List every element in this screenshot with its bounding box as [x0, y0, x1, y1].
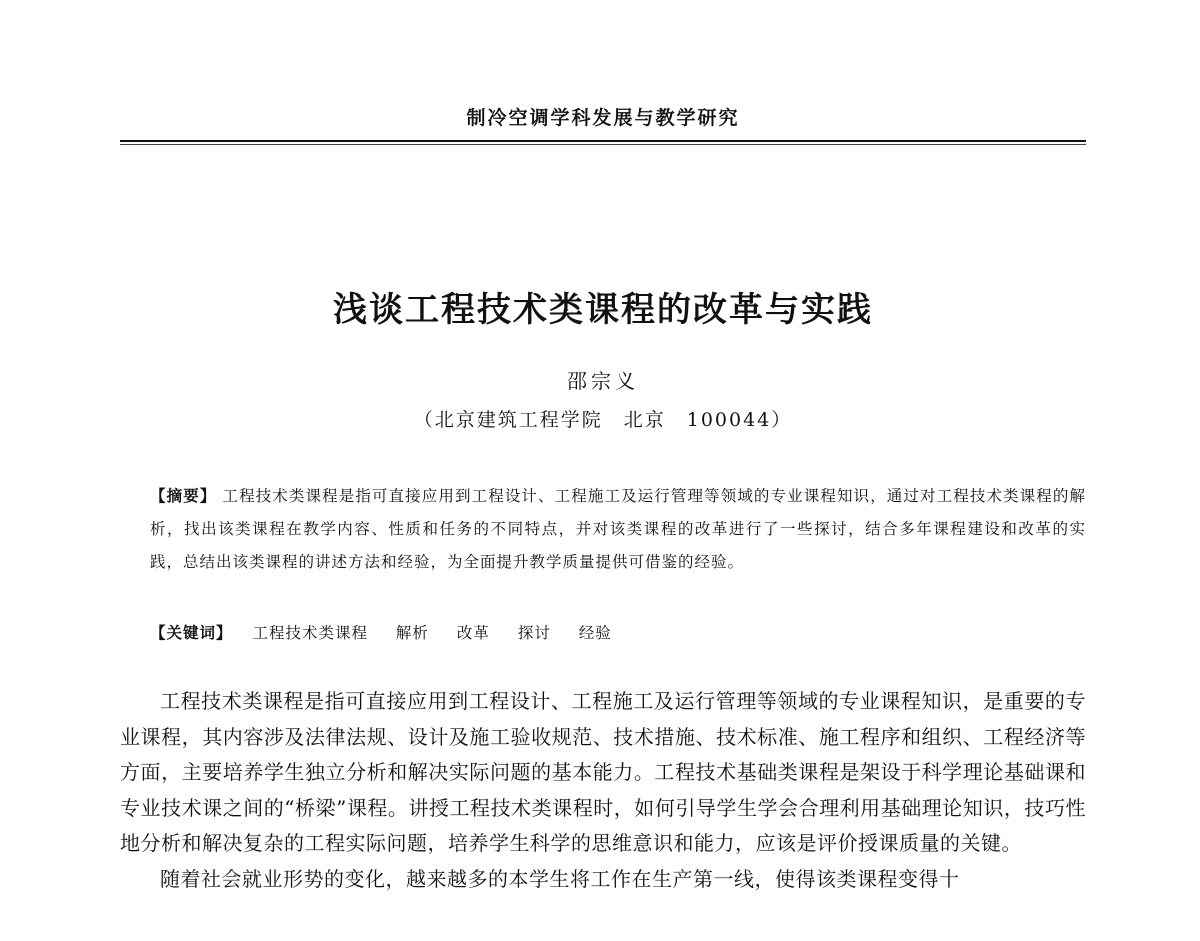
keyword-item: 解析: [395, 624, 429, 642]
author-affiliation: （北京建筑工程学院 北京 100044）: [413, 409, 793, 431]
running-header: 制冷空调学科发展与教学研究: [466, 107, 740, 129]
abstract-text: 工程技术类课程是指可直接应用到工程设计、工程施工及运行管理等领域的专业课程知识，通过对工程技术类课程的解析，找出该类课程在教学内容、性质和任务的不同特点，并对该类课程的改革进行了一些探讨，结合多年课程建设和改革的实践，总结出该类课程的讲述方法和经验，为全面提升教学质量提供可借鉴的经验。: [150, 487, 1086, 571]
abstract: [150, 480, 1086, 579]
keywords: [150, 619, 1086, 647]
article-title: 浅谈工程技术类课程的改革与实践: [333, 290, 873, 330]
abstract-label: 【摘要】: [150, 487, 217, 505]
author-name: 邵宗义: [567, 369, 639, 393]
keyword-item: 探讨: [517, 624, 551, 642]
keywords-label: 【关键词】: [150, 624, 233, 642]
keyword-item: 工程技术类课程: [252, 624, 368, 642]
header-rule: [120, 140, 1086, 142]
header-rule-thin: [120, 144, 1086, 145]
body-paragraph: 随着社会就业形势的变化，越来越多的本学生将工作在生产第一线，使得该类课程变得十: [160, 866, 960, 891]
keyword-item: 经验: [578, 624, 612, 642]
body-paragraph: 工程技术类课程是指可直接应用到工程设计、工程施工及运行管理等领域的专业课程知识，是重要的专业课程，其内容涉及法律法规、设计及施工验收规范、技术措施、技术标准、施工程序和组织、工程经济等方面，主要培养学生独立分析和解决实际问题的基本能力。工程技术基础类课程是架设于科学理论基础课和专业技术课之间的“桥梁”课程。讲授工程技术类课程时，如何引导学生学会合理利用基础理论知识，技巧性地分析和解决复杂的工程实际问题，培养学生科学的思维意识和能力，应该是评价授课质量的关键。: [120, 689, 1086, 855]
keyword-item: 改革: [456, 624, 490, 642]
body-text: [120, 684, 1086, 897]
